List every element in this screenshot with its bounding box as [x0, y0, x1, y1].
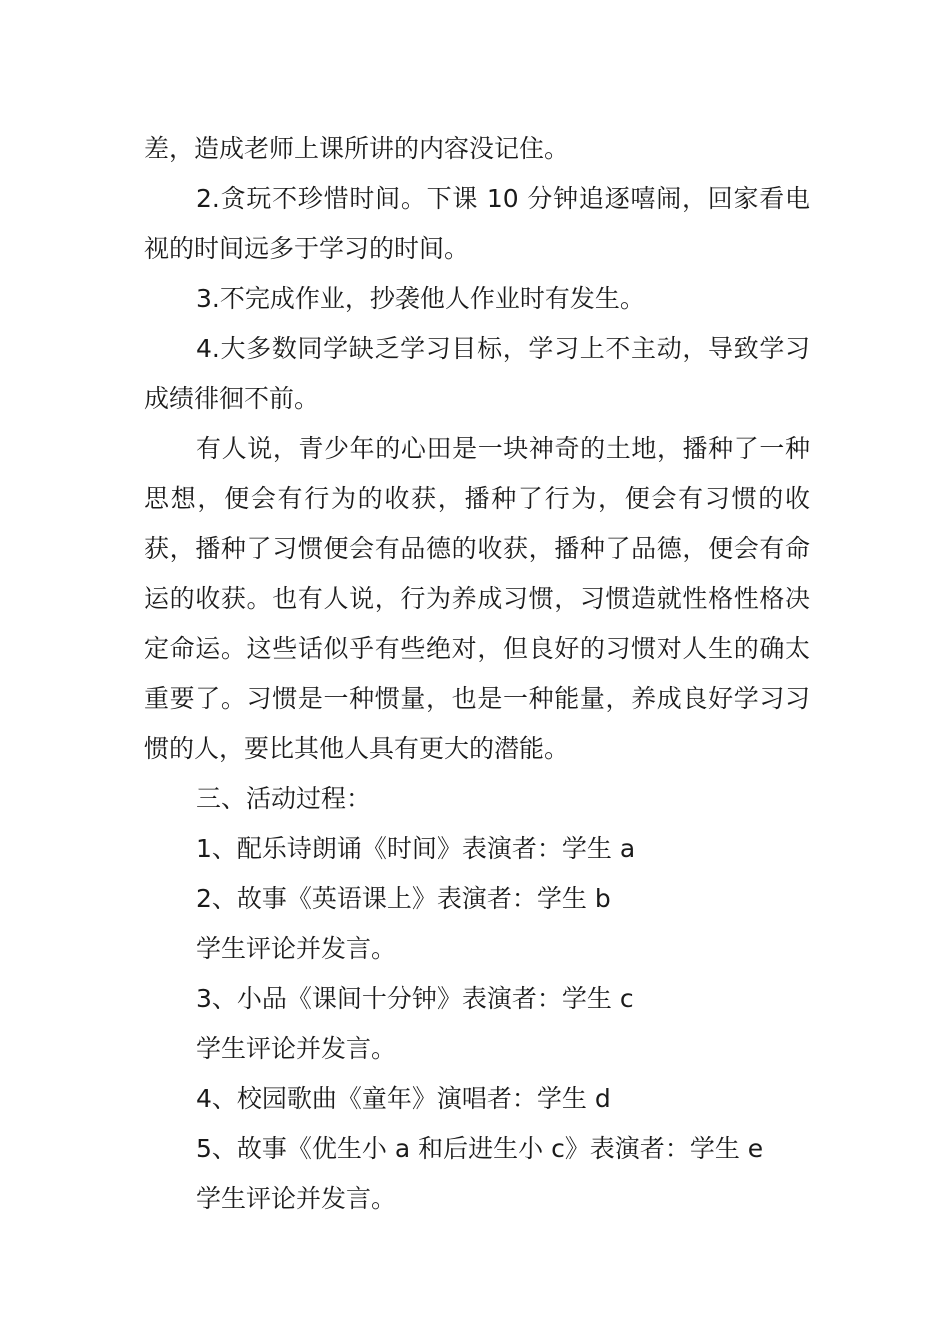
activity-item-5: 5、故事《优生小 a 和后进生小 c》表演者：学生 e — [196, 1134, 764, 1163]
paragraph-point-4: 4.大多数同学缺乏学习目标，学习上不主动，导致学习成绩徘徊不前。 — [144, 334, 810, 413]
student-comment-line: 学生评论并发言。 — [196, 934, 397, 963]
paragraph-point-2: 2.贪玩不珍惜时间。下课 10 分钟追逐嘻闹，回家看电视的时间远多于学习的时间。 — [144, 184, 810, 263]
student-comment-line: 学生评论并发言。 — [196, 1034, 397, 1063]
paragraph-habits: 有人说，青少年的心田是一块神奇的土地，播种了一种思想，便会有行为的收获，播种了行为，便会有习惯的收获，播种了习惯便会有品德的收获，播种了品德，便会有命运的收获。也有人说，行为养成习惯，习惯造就性格性格决定命运。这些话似乎有些绝对，但良好的习惯对人生的确太重要了。习惯是一种惯量，也是一种能量，养成良好学习习惯的人，要比其他人具有更大的潜能。 — [144, 434, 810, 763]
activity-item-3: 3、小品《课间十分钟》表演者：学生 c — [196, 984, 634, 1013]
document-body — [144, 124, 810, 1224]
section-heading-activity-process: 三、活动过程： — [196, 784, 372, 813]
activity-item-4: 4、校园歌曲《童年》演唱者：学生 d — [196, 1084, 611, 1113]
student-comment-line: 学生评论并发言。 — [196, 1184, 397, 1213]
paragraph-continuation: 差，造成老师上课所讲的内容没记住。 — [144, 134, 570, 163]
paragraph-point-3: 3.不完成作业，抄袭他人作业时有发生。 — [196, 284, 645, 313]
activity-item-2: 2、故事《英语课上》表演者：学生 b — [196, 884, 611, 913]
activity-item-1: 1、配乐诗朗诵《时间》表演者：学生 a — [196, 834, 636, 863]
